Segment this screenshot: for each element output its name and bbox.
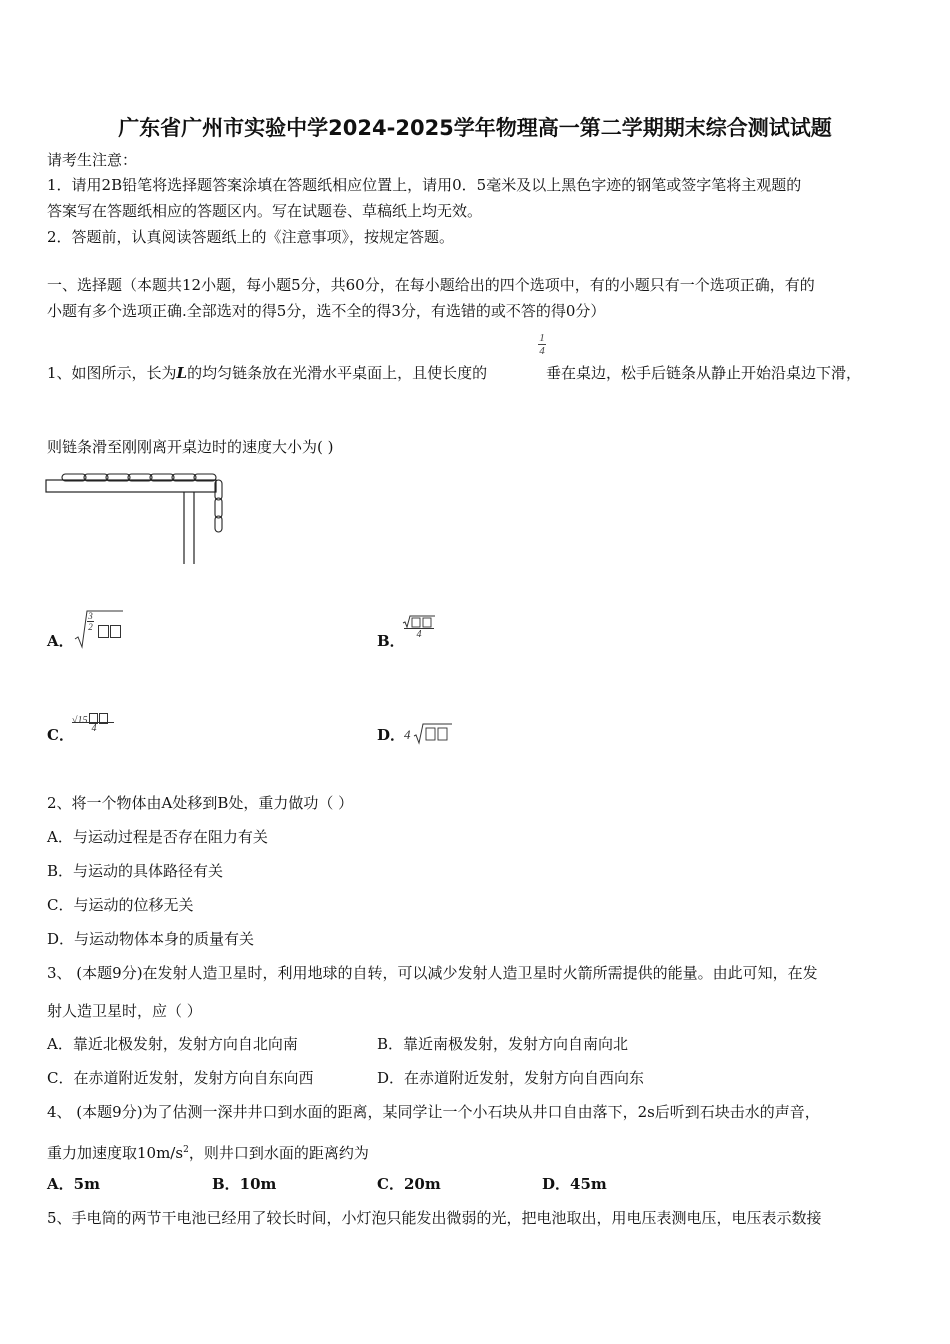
q4-stem-2a: 重力加速度取10m/s <box>47 1144 184 1162</box>
q1-stem-line-1 <box>47 366 487 381</box>
q3-option-b: B．靠近南极发射，发射方向自南向北 <box>377 1035 629 1053</box>
q1-option-c-formula <box>72 708 116 740</box>
q4-stem-2b: ，则井口到水面的距离约为 <box>188 1144 369 1162</box>
q1-fraction-numerator: 1 <box>539 332 545 344</box>
q2-option-c: C．与运动的位移无关 <box>47 896 194 914</box>
q1-stem-line-2: 则链条滑至刚刚离开桌边时的速度大小为( ) <box>47 438 334 456</box>
q1-option-a-formula <box>73 609 125 651</box>
section-intro-line-1: 一、选择题（本题共12小题，每小题5分，共60分，在每小题给出的四个选项中，有的小题只有一个选项正确，有的 <box>47 276 815 294</box>
q1-fraction-denominator: 4 <box>539 345 545 357</box>
q1-option-c-den: 4 <box>91 723 97 734</box>
q1-option-d-formula <box>404 722 454 748</box>
q4-stem-line-2 <box>47 1143 369 1161</box>
notice-heading: 请考生注意： <box>47 151 138 169</box>
sqrt-icon <box>413 722 453 746</box>
notice-line-1b: 答案写在答题纸相应的答题区内。写在试题卷、草稿纸上均无效。 <box>47 202 483 220</box>
q3-stem-line-2: 射人造卫星时，应（ ） <box>47 1002 202 1020</box>
sqrt-icon <box>402 615 436 629</box>
q1-option-b-label: B． <box>377 632 405 650</box>
q2-option-a: A．与运动过程是否存在阻力有关 <box>47 828 268 846</box>
q3-stem-line-1: 3、 (本题9分)在发射人造卫星时，利用地球的自转，可以减少发射人造卫星时火箭所需提供的能量。由此可知，在发 <box>47 964 818 982</box>
q1-option-c-num: √15 <box>72 715 88 726</box>
q1-stem-c: 垂在桌边，松手后链条从静止开始沿桌边下滑， <box>546 364 862 382</box>
q1-stem-a: 1、如图所示，长为 <box>47 364 177 382</box>
q1-option-b-formula <box>402 614 436 646</box>
q1-option-b-num <box>402 614 436 628</box>
q4-stem-2sup: 2 <box>183 1145 189 1155</box>
section-intro-line-2: 小题有多个选项正确.全部选对的得5分，选不全的得3分，有选错的或不答的得0分） <box>47 302 606 320</box>
notice-line-2: 2．答题前，认真阅读答题纸上的《注意事项》，按规定答题。 <box>47 228 455 246</box>
page-title: 广东省广州市实验中学2024-2025学年物理高一第二学期期末综合测试试题 <box>118 116 832 140</box>
q1-chain-figure <box>44 468 230 568</box>
q1-option-d-coef: 4 <box>404 727 411 742</box>
q2-option-d: D．与运动物体本身的质量有关 <box>47 930 255 948</box>
q4-option-c: C．20m <box>377 1175 441 1193</box>
q3-option-d: D．在赤道附近发射，发射方向自西向东 <box>377 1069 645 1087</box>
q1-var-L: L <box>176 364 188 382</box>
q3-option-c: C．在赤道附近发射，发射方向自东向西 <box>47 1069 314 1087</box>
q2-stem: 2、将一个物体由A处移到B处，重力做功（ ） <box>47 794 354 812</box>
q4-option-b: B．10m <box>212 1175 277 1193</box>
q1-option-d-label: D． <box>377 726 406 744</box>
q4-option-d: D．45m <box>542 1175 607 1193</box>
q1-option-c-label: C． <box>47 726 74 744</box>
q1-option-a-den: 2 <box>88 622 93 632</box>
q1-option-b-den: 4 <box>416 629 422 640</box>
q1-option-a-num: 3 <box>88 611 93 621</box>
q3-option-a: A．靠近北极发射，发射方向自北向南 <box>47 1035 298 1053</box>
q5-stem-line-1: 5、手电筒的两节干电池已经用了较长时间，小灯泡只能发出微弱的光，把电池取出，用电压表测电压，电压表示数接 <box>47 1209 822 1227</box>
q4-stem-line-1: 4、 (本题9分)为了估测一深井井口到水面的距离，某同学让一个小石块从井口自由落下，2s后听到石块击水的声音， <box>47 1103 820 1121</box>
q1-stem-b: 的均匀链条放在光滑水平桌面上，且使长度的 <box>187 364 488 382</box>
q2-option-b: B．与运动的具体路径有关 <box>47 862 224 880</box>
q1-fraction <box>538 332 546 357</box>
notice-line-1a: 1．请用2B铅笔将选择题答案涂填在答题纸相应位置上，请用0．5毫米及以上黑色字迹的钢笔或签字笔将主观题的 <box>47 176 802 194</box>
q1-option-a-boxes <box>97 621 121 640</box>
q4-option-a: A．5m <box>47 1175 100 1193</box>
q1-option-a-label: A． <box>47 632 74 650</box>
